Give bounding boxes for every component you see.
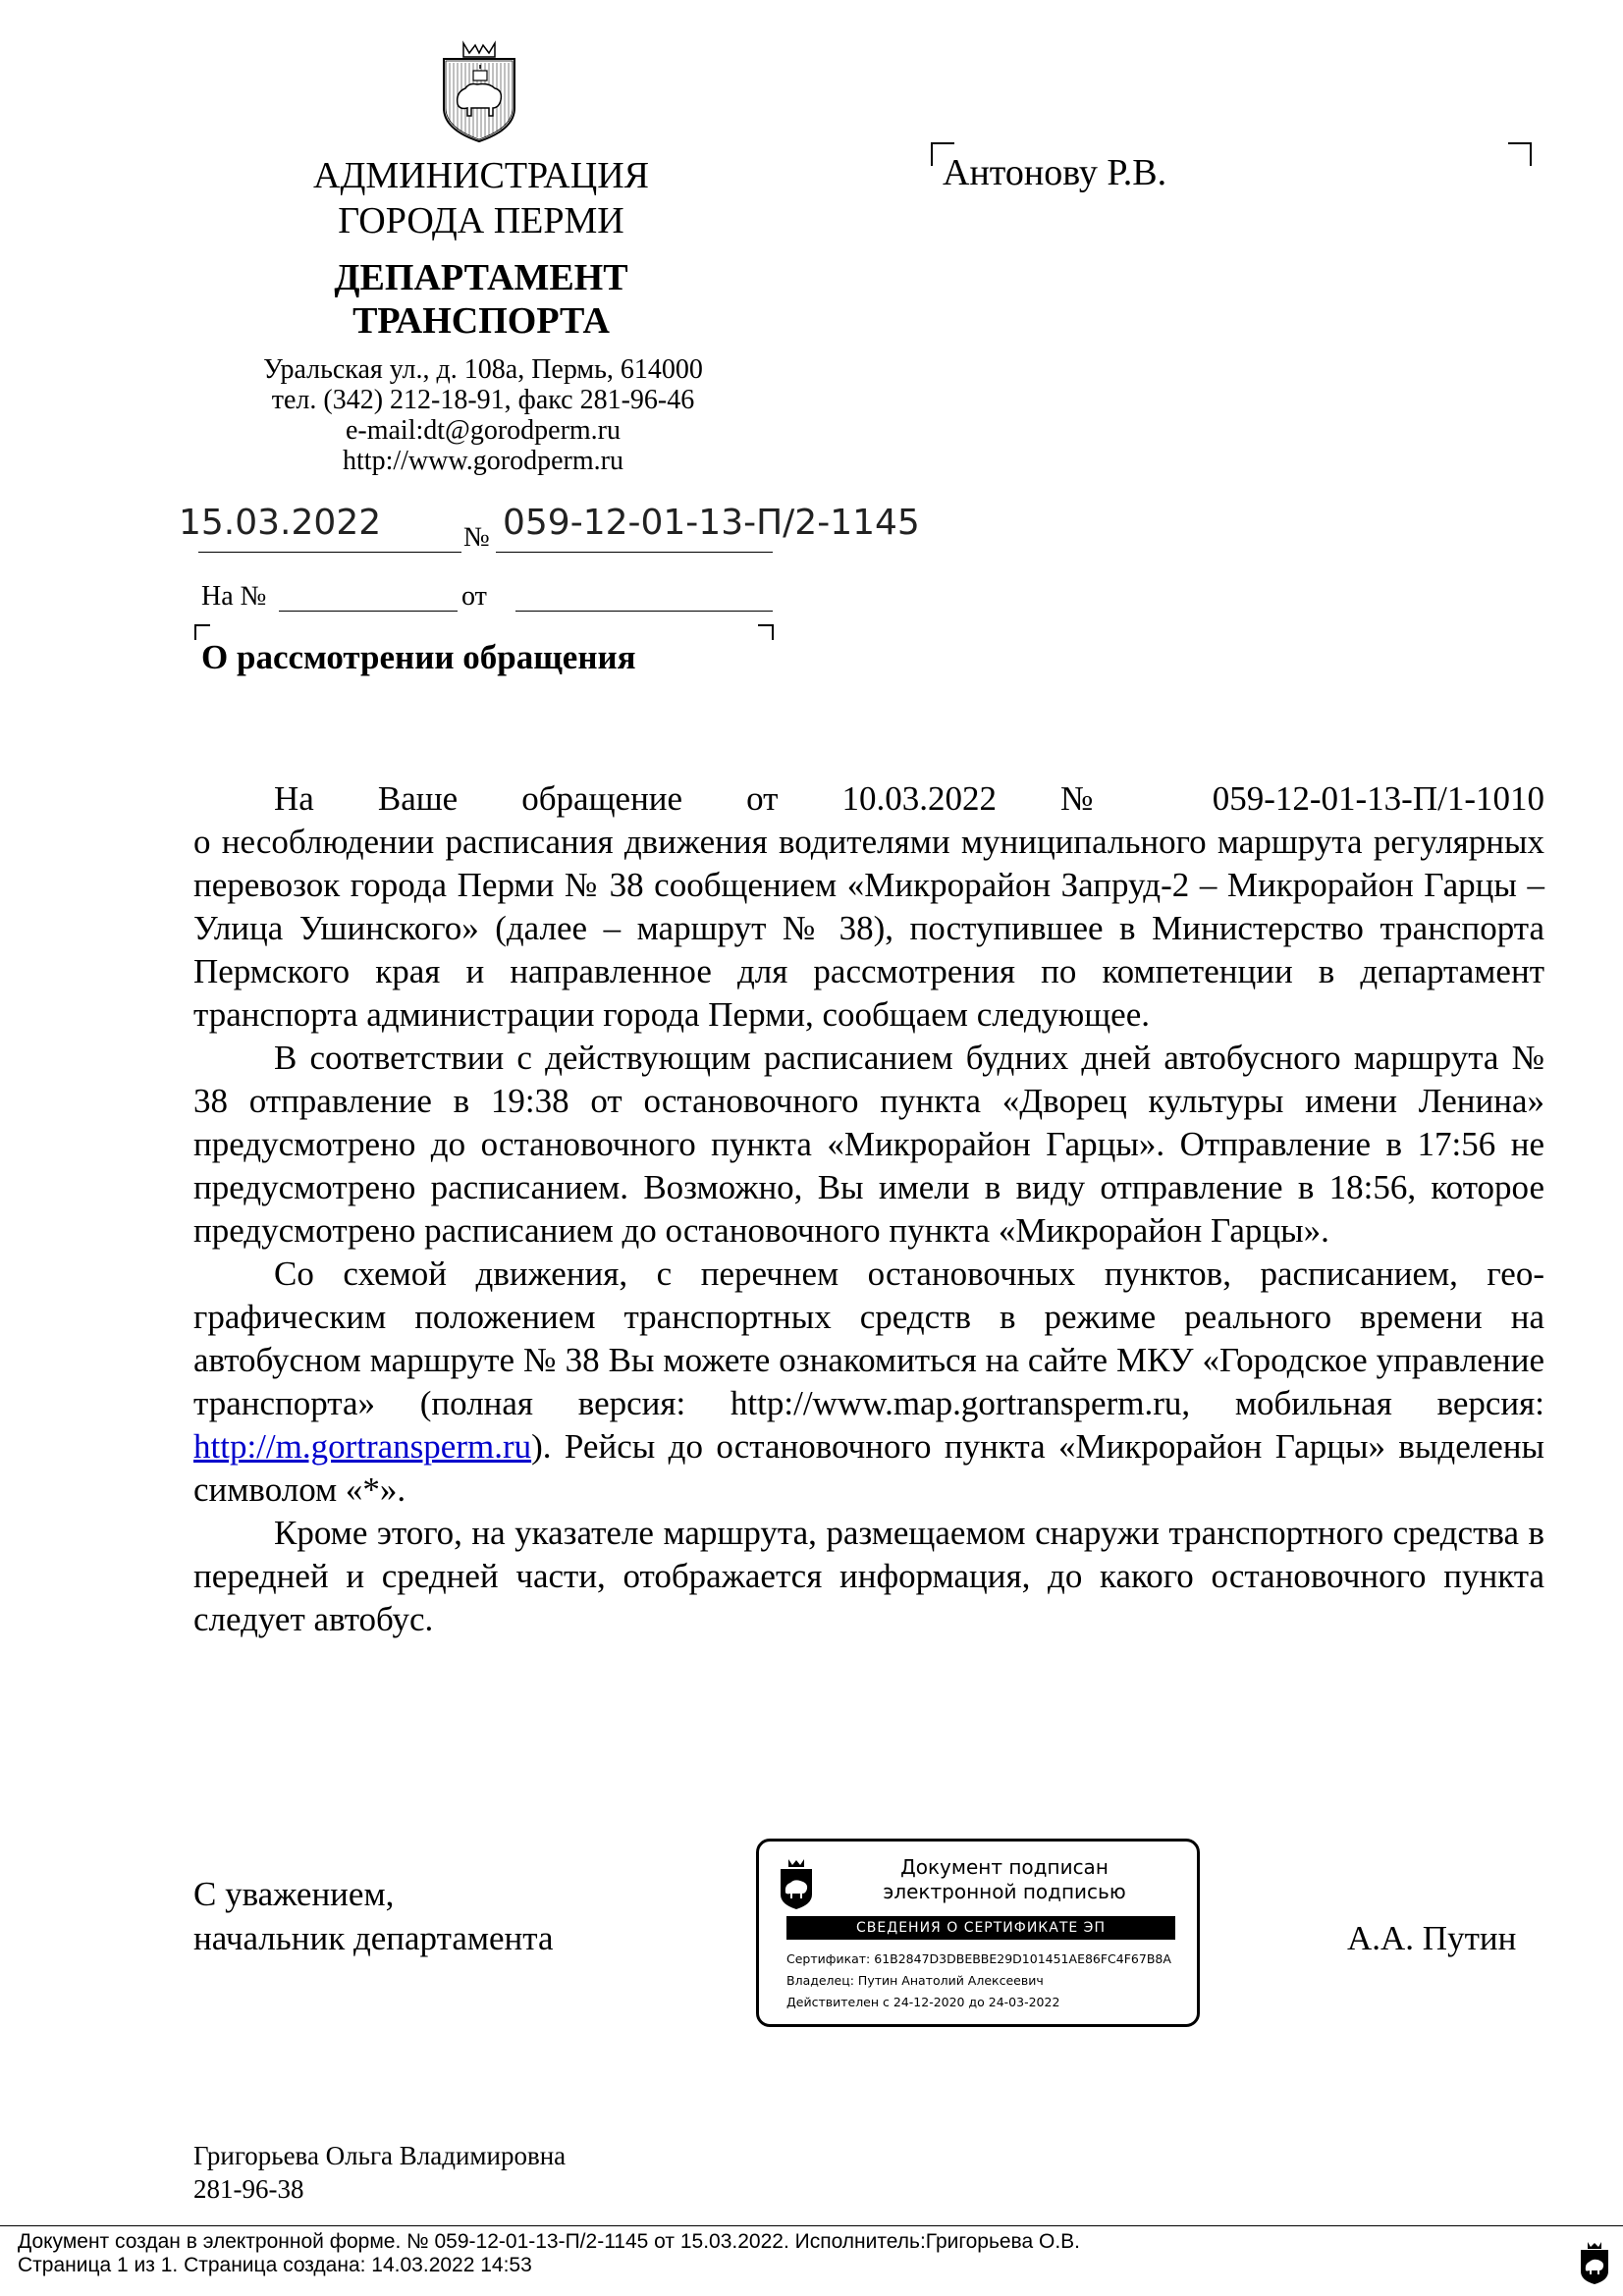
reply-to-underline [279,611,458,612]
signer-name: А.А. Путин [1347,1919,1517,1957]
body-paragraph-3 [193,1253,1544,1512]
body-paragraph-3-part-b: ). Рейсы до остановочного пункта «Микрорайон Гарцы» выделены символом «*». [193,1427,1544,1509]
footer-page-info: Страница 1 из 1. Страница создана: 14.03.2022 14:53 [18,2254,532,2276]
reply-from-underline [515,611,773,612]
certificate-info-bar: СВЕДЕНИЯ О СЕРТИФИКАТЕ ЭП [786,1916,1175,1940]
executor-name: Григорьева Ольга Владимировна [193,2141,567,2170]
number-underline [496,552,773,553]
body-paragraph-3-part-a: Со схемой движения, с перечнем остановочных пунктов, расписанием, географическим положением транспортных средств в режиме реального времени на автобусном маршруте № 38 Вы можете ознакомиться на сайте МКУ «Городское управление транспорта» (полная версия: http://www.map.gortransperm.ru, мобильная версия: [193,1255,1544,1422]
certificate-serial: Сертификат: 61B2847D3DBEBBE29D101451AE86FC4F67B8A [786,1951,1171,1966]
perm-region-emblem-icon [1578,2240,1611,2285]
footer-divider [0,2225,1623,2226]
department-address: Уральская ул., д. 108а, Пермь, 614000 [263,354,703,385]
body-paragraph-1-lead: На Ваше обращение от 10.03.2022 № 059-12-01-13-П/1-1010 [274,779,1544,818]
body-paragraph-4: Кроме этого, на указателе маршрута, размещаемом снаружи транспортного средства в передней и средней части, отображается информация, до какого остановочного пункта следует автобус. [193,1514,1544,1638]
perm-region-emblem-icon [777,1857,816,1910]
subject-corner-right [758,624,774,640]
stamp-title-line2: электронной подписью [883,1880,1126,1903]
electronic-signature-stamp [756,1839,1200,2027]
certificate-owner: Владелец: Путин Анатолий Алексеевич [786,1973,1044,1988]
reply-from-label: от [461,581,487,612]
mobile-site-link[interactable]: http://m.gortransperm.ru [193,1427,532,1466]
footer-document-info: Документ создан в электронной форме. № 059-12-01-13-П/2-1145 от 15.03.2022. Исполнитель:Григорьева О.В. [18,2230,1081,2253]
closing-regards: С уважением, [193,1875,395,1913]
department-name-line2: ТРАНСПОРТА [352,300,610,342]
body-paragraph-1: о несоблюдении расписания движения водителями муниципального маршрута регулярных перевозок города Перми № 38 сообщением «Микрорайон Запруд-2 – Микрорайон Гарцы – Улица Ушинского» (далее – маршрут № 38), поступившее в Министерство транспорта Пермского края и направленное для рассмотрения по компетенции в департамент транспорта администрации города Перми, сообщаем следующее. [193,823,1544,1034]
body-paragraph-2: В соответствии с действующим расписанием будних дней автобусного маршрута № 38 отправление в 19:38 от остановочного пункта «Дворец культуры имени Ленина» предусмотрено до остановочного пункта «Микрорайон Гарцы». Отправление в 17:56 не предусмотрено расписанием. Возможно, Вы имели в виду отправление в 18:56, которое предусмотрено расписанием до остановочного пункта «Микрорайон Гарцы». [193,1039,1544,1250]
org-name-line1: АДМИНИСТРАЦИЯ [313,155,649,196]
date-underline [198,552,461,553]
document-number: 059-12-01-13-П/2-1145 [503,503,920,543]
perm-coat-of-arms-icon [440,39,518,143]
department-name-line1: ДЕПАРТАМЕНТ [334,257,628,298]
stamp-title-line1: Документ подписан [900,1855,1109,1879]
recipient-corner-top-right [1508,142,1532,166]
letter-subject: О рассмотрении обращения [201,638,636,676]
recipient-name: Антонову Р.В. [943,152,1167,193]
department-email: e-mail:dt@gorodperm.ru [345,415,622,446]
executor-phone: 281-96-38 [193,2174,304,2204]
letter-body [193,777,1544,1641]
closing-position: начальник департамента [193,1919,554,1957]
document-date: 15.03.2022 [179,503,382,543]
stamp-title [818,1855,1191,1904]
reply-to-label: На № [201,581,267,612]
number-sign: № [463,522,490,553]
certificate-validity: Действителен с 24-12-2020 до 24-03-2022 [786,1995,1060,2009]
department-phone: тел. (342) 212-18-91, факс 281-96-46 [271,385,695,415]
org-name-line2: ГОРОДА ПЕРМИ [338,200,624,241]
department-website: http://www.gorodperm.ru [343,446,623,476]
